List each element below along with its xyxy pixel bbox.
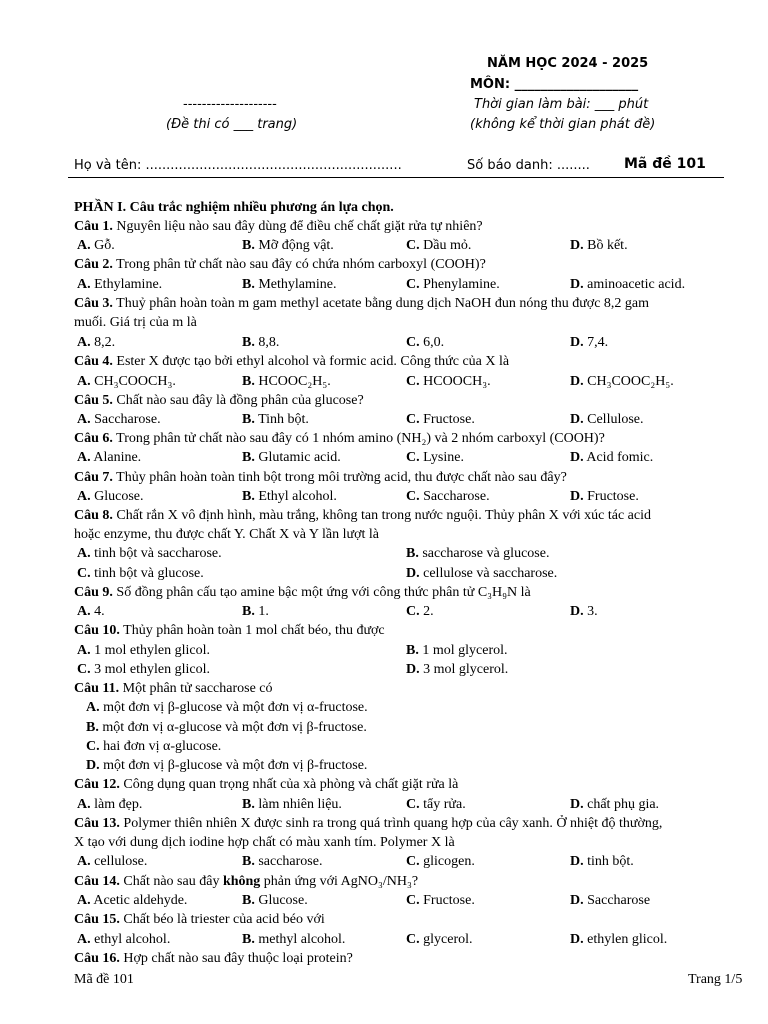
- option-b: B. 1 mol glycerol.: [406, 643, 508, 658]
- question-text: Chất rắn X vô định hình, màu trắng, không tan trong nước nguội. Thủy phân X với xúc tác acid: [116, 508, 651, 523]
- question-number: Câu 12.: [74, 777, 120, 792]
- question-text: Chất nào sau đây là đồng phân của glucose?: [116, 393, 364, 408]
- question-text: Công dụng quan trọng nhất của xà phòng và chất giặt rửa là: [123, 777, 459, 792]
- option-d: D. chất phụ gia.: [570, 797, 660, 812]
- question-number: Câu 2.: [74, 257, 113, 272]
- option-c: C. Fructose.: [406, 893, 475, 908]
- option-c: C. Phenylamine.: [406, 277, 500, 292]
- option-d: D. một đơn vị β-glucose và một đơn vị β-fructose.: [86, 758, 368, 773]
- option-a: A. một đơn vị β-glucose và một đơn vị α-fructose.: [86, 700, 368, 715]
- question-number: Câu 15.: [74, 912, 120, 927]
- page-number: Trang 1/5: [688, 972, 743, 987]
- question-1: [74, 217, 483, 236]
- question-number: Câu 4.: [74, 354, 113, 369]
- question-5: [74, 391, 364, 410]
- question-number: Câu 11.: [74, 681, 120, 696]
- question-number: Câu 6.: [74, 431, 113, 446]
- question-number: Câu 16.: [74, 951, 120, 966]
- section-title: PHẦN I. Câu trắc nghiệm nhiều phương án lựa chọn.: [74, 200, 394, 215]
- header-divider: [68, 177, 724, 178]
- time-note: (không kể thời gian phát đề): [470, 117, 656, 132]
- option-a: A. Saccharose.: [77, 412, 161, 427]
- option-d: D. Cellulose.: [570, 412, 644, 427]
- question-7: [74, 468, 567, 487]
- option-d: D. Fructose.: [570, 489, 639, 504]
- footer-exam-code: Mã đề 101: [74, 972, 134, 987]
- question-8-line-2: hoặc enzyme, thu được chất Y. Chất X và Y lần lượt là: [74, 527, 379, 542]
- option-d: D. 3 mol glycerol.: [406, 662, 509, 677]
- question-number: Câu 10.: [74, 623, 120, 638]
- option-b: B. làm nhiên liệu.: [242, 797, 342, 812]
- option-c: C. 3 mol ethylen glicol.: [77, 662, 210, 677]
- option-b: B. Methylamine.: [242, 277, 337, 292]
- question-3: [74, 294, 649, 313]
- question-text: Nguyên liệu nào sau đây dùng để điều chế chất giặt rửa tự nhiên?: [116, 219, 483, 234]
- option-c: C. hai đơn vị α-glucose.: [86, 739, 222, 754]
- option-b: B. saccharose.: [242, 854, 323, 869]
- time-label: Thời gian làm bài: ___ phút: [474, 97, 649, 112]
- student-id-field: Số báo danh: ........: [467, 158, 590, 173]
- exam-code: Mã đề 101: [624, 156, 706, 172]
- option-d: D. 7,4.: [570, 335, 609, 350]
- question-text: Thuỷ phân hoàn toàn m gam methyl acetate bằng dung dịch NaOH đun nóng thu được 8,2 gam: [116, 296, 650, 311]
- question-text: Trong phân tử chất nào sau đây có chứa nhóm carboxyl (COOH)?: [116, 257, 486, 272]
- option-d: D. Bồ kết.: [570, 238, 628, 253]
- option-c: C. 2.: [406, 604, 434, 619]
- question-text: Số đồng phân cấu tạo amine bậc một ứng với công thức phân tử C₃H₉N là: [116, 585, 531, 600]
- question-15: [74, 910, 325, 929]
- option-c: C. Lysine.: [406, 450, 464, 465]
- option-b: B. Tinh bột.: [242, 412, 309, 427]
- question-8: [74, 506, 651, 525]
- question-16: [74, 949, 353, 968]
- question-text: Thủy phân hoàn toàn 1 mol chất béo, thu được: [123, 623, 385, 638]
- school-year: NĂM HỌC 2024 - 2025: [487, 56, 649, 71]
- option-b: B. một đơn vị α-glucose và một đơn vị β-fructose.: [86, 720, 367, 735]
- question-text: Polymer thiên nhiên X được sinh ra trong quá trình quang hợp của cây xanh. Ở nhiệt độ thường,: [123, 816, 663, 831]
- option-a: A. Ethylamine.: [77, 277, 163, 292]
- option-d: D. 3.: [570, 604, 598, 619]
- option-b: B. Glucose.: [242, 893, 308, 908]
- question-number: Câu 13.: [74, 816, 120, 831]
- question-10: [74, 621, 385, 640]
- option-d: D. aminoacetic acid.: [570, 277, 686, 292]
- question-number: Câu 1.: [74, 219, 113, 234]
- subject-label: MÔN: ___________________: [470, 77, 639, 92]
- option-d: D. cellulose và saccharose.: [406, 566, 558, 581]
- option-c: C. 6,0.: [406, 335, 445, 350]
- question-text: Một phân tử saccharose có: [122, 681, 273, 696]
- question-number: Câu 5.: [74, 393, 113, 408]
- page-count-note: (Đề thi có ___ trang): [166, 117, 298, 132]
- option-d: D. Acid fomic.: [570, 450, 654, 465]
- option-c: C. HCOOCH₃.: [406, 374, 491, 389]
- question-text: Ester X được tạo bởi ethyl alcohol và formic acid. Công thức của X là: [116, 354, 510, 369]
- question-text: Trong phân tử chất nào sau đây có 1 nhóm amino (NH₂) và 2 nhóm carboxyl (COOH)?: [116, 431, 605, 446]
- option-b: B. 1.: [242, 604, 269, 619]
- option-a: A. làm đẹp.: [77, 797, 143, 812]
- option-d: D. tinh bột.: [570, 854, 634, 869]
- option-c: C. tẩy rửa.: [406, 797, 466, 812]
- question-12: [74, 775, 458, 794]
- option-b: B. 8,8.: [242, 335, 280, 350]
- option-a: A. 1 mol ethylen glicol.: [77, 643, 210, 658]
- option-c: C. glycerol.: [406, 932, 473, 947]
- option-b: B. Ethyl alcohol.: [242, 489, 337, 504]
- question-9: [74, 583, 531, 602]
- option-c: C. Dầu mỏ.: [406, 238, 472, 253]
- question-text: Chất béo là triester của acid béo với: [123, 912, 325, 927]
- option-a: A. Gỗ.: [77, 238, 115, 253]
- option-a: A. Acetic aldehyde.: [77, 893, 188, 908]
- question-text: Hợp chất nào sau đây thuộc loại protein?: [123, 951, 353, 966]
- option-b: B. HCOOC₂H₅.: [242, 374, 331, 389]
- question-13: [74, 814, 662, 833]
- question-number: Câu 7.: [74, 470, 113, 485]
- option-a: A. ethyl alcohol.: [77, 932, 171, 947]
- question-number: Câu 14.: [74, 874, 120, 889]
- question-14: [74, 872, 418, 891]
- question-4: [74, 352, 509, 371]
- option-b: B. Mỡ động vật.: [242, 238, 334, 253]
- option-b: B. methyl alcohol.: [242, 932, 346, 947]
- option-a: A. Glucose.: [77, 489, 144, 504]
- question-number: Câu 3.: [74, 296, 113, 311]
- option-d: D. Saccharose: [570, 893, 651, 908]
- question-6: [74, 429, 605, 448]
- question-11: [74, 679, 273, 698]
- option-a: A. 4.: [77, 604, 105, 619]
- option-d: D. CH₃COOC₂H₅.: [570, 374, 674, 389]
- option-c: C. Saccharose.: [406, 489, 490, 504]
- option-a: A. Alanine.: [77, 450, 142, 465]
- question-3-line-2: muối. Giá trị của m là: [74, 315, 197, 330]
- question-number: Câu 8.: [74, 508, 113, 523]
- question-2: [74, 255, 486, 274]
- question-number: Câu 9.: [74, 585, 113, 600]
- option-b: B. Glutamic acid.: [242, 450, 341, 465]
- option-b: B. saccharose và glucose.: [406, 546, 550, 561]
- header-dashes: --------------------: [183, 97, 277, 112]
- option-c: C. tinh bột và glucose.: [77, 566, 204, 581]
- option-d: D. ethylen glicol.: [570, 932, 668, 947]
- option-c: C. Fructose.: [406, 412, 475, 427]
- question-13-line-2: X tạo với dung dịch iodine hợp chất có màu xanh tím. Polymer X là: [74, 835, 455, 850]
- option-c: C. glicogen.: [406, 854, 475, 869]
- option-a: A. 8,2.: [77, 335, 116, 350]
- option-a: A. cellulose.: [77, 854, 148, 869]
- question-text: Chất nào sau đây không phản ứng với AgNO₃/NH₃?: [123, 874, 419, 889]
- question-text: Thủy phân hoàn toàn tinh bột trong môi trường acid, thu được chất nào sau đây?: [116, 470, 567, 485]
- student-name-field: Họ và tên: ..............................................................: [74, 158, 402, 173]
- option-a: A. CH₃COOCH₃.: [77, 374, 176, 389]
- option-a: A. tinh bột và saccharose.: [77, 546, 222, 561]
